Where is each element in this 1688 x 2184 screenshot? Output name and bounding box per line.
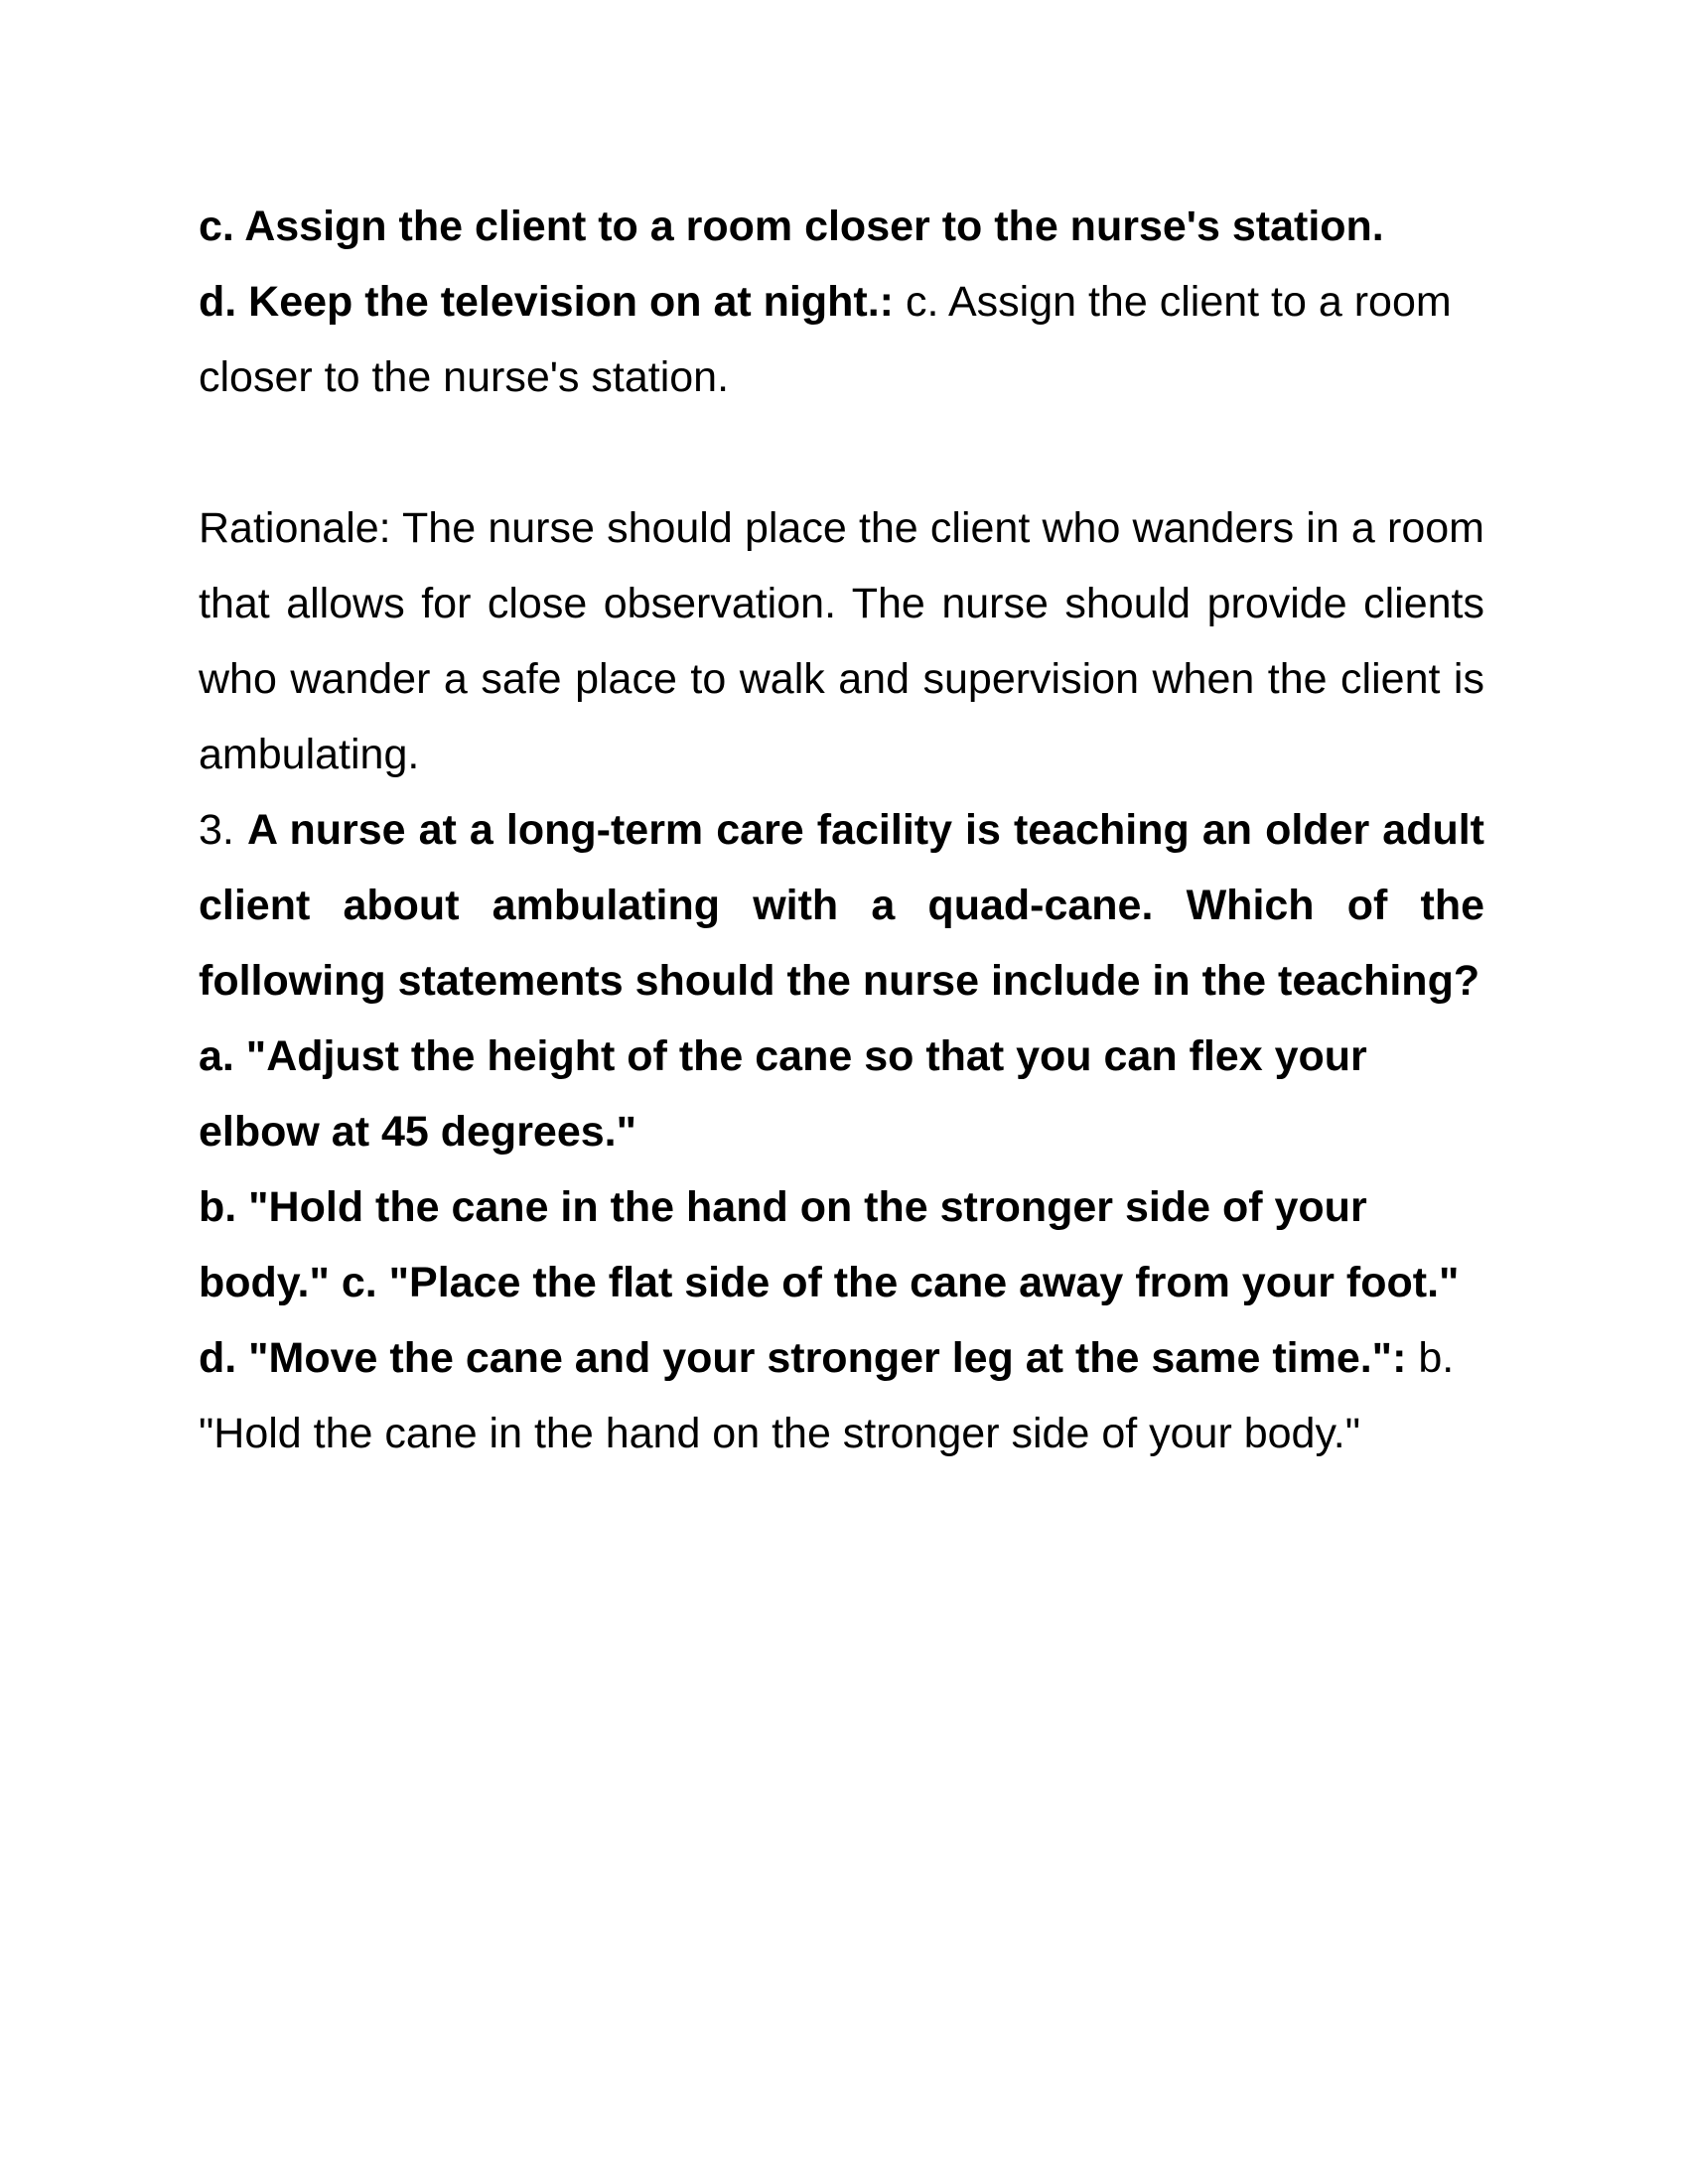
question-3-options-b-c <box>199 1169 1484 1320</box>
question-3-option-d-with-answer <box>199 1320 1484 1471</box>
prev-option-c: c. Assign the client to a room closer to the nurse's station. <box>199 203 1384 250</box>
question-3-stem: A nurse at a long-term care facility is teaching an older adult client about ambulating with a quad-cane. Which of the following statements should the nurse include in the teaching? <box>199 806 1485 1005</box>
question-3-option-c: c. "Place the flat side of the cane away from your foot." <box>341 1259 1460 1306</box>
prev-option-d-with-answer <box>199 264 1484 415</box>
prev-option-d: d. Keep the television on at night.: <box>199 278 894 326</box>
question-3-option-d: d. "Move the cane and your stronger leg at the same time.": <box>199 1334 1407 1382</box>
prev-rationale: Rationale: The nurse should place the client who wanders in a room that allows for close observation. The nurse should provide clients who wander a safe place to walk and supervision when the client is ambulating. <box>199 504 1484 778</box>
question-3-stem-block <box>199 792 1484 1019</box>
question-3-option-a: a. "Adjust the height of the cane so that you can flex your elbow at 45 degrees." <box>199 1032 1367 1156</box>
spacer <box>199 415 1484 490</box>
question-3-option-b: b. "Hold the cane in the hand on the stronger side of your body." <box>199 1183 1367 1306</box>
question-3-answer: b. "Hold the cane in the hand on the stronger side of your body." <box>199 1334 1455 1457</box>
question-3-number: 3. <box>199 806 234 854</box>
document-content <box>199 189 1484 1471</box>
prev-answer: c. Assign the client to a room closer to the nurse's station. <box>199 278 1452 401</box>
